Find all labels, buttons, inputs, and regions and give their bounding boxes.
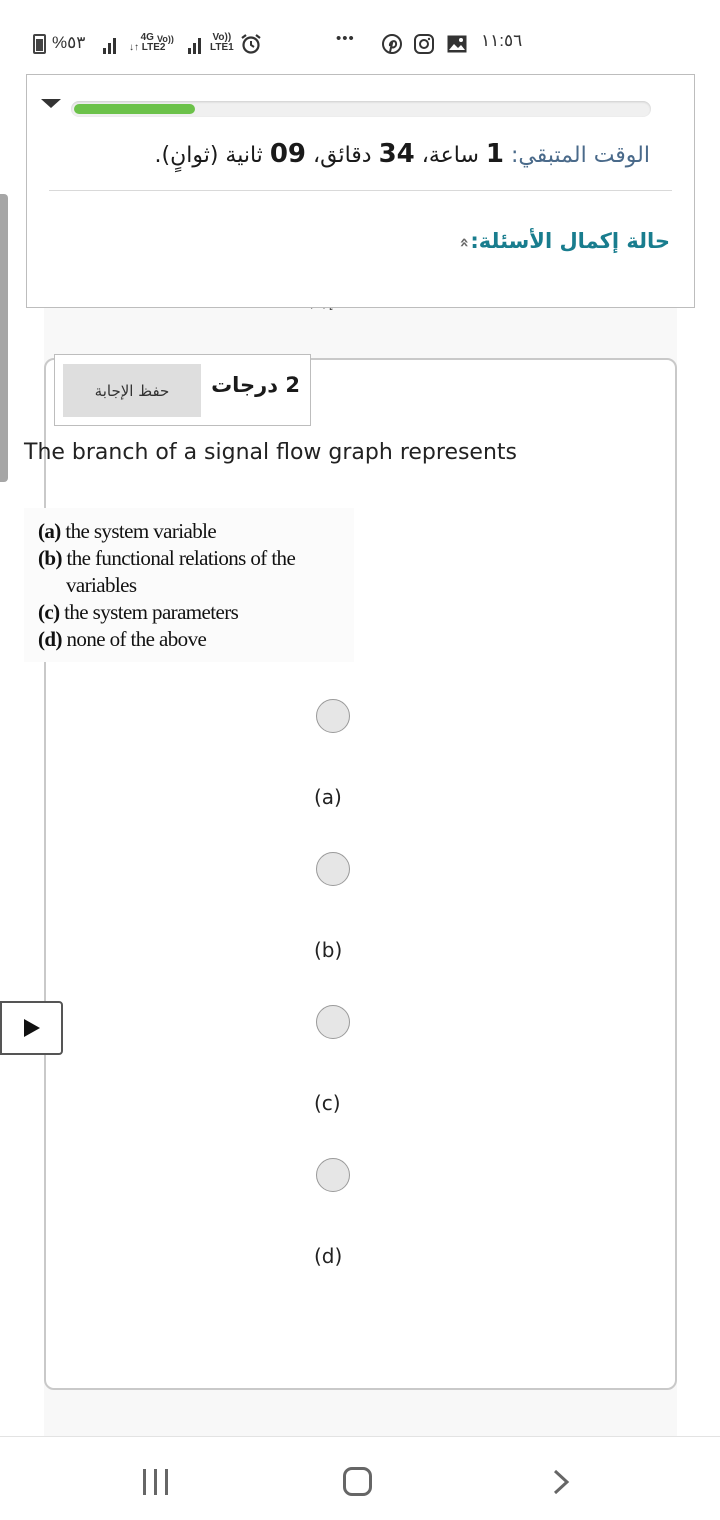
chevron-down-icon: »	[455, 237, 475, 248]
volte-label: Vo))	[157, 34, 174, 44]
option-a-radio[interactable]	[316, 699, 350, 733]
image-line-b-cont: variables	[66, 573, 137, 597]
question-status-link[interactable]	[454, 229, 670, 253]
time-remaining-label: الوقت المتبقي:	[504, 143, 650, 168]
back-icon[interactable]	[548, 1469, 574, 1495]
question-text: The branch of a signal flow graph represents	[24, 440, 518, 465]
question-marks: 2 درجات	[211, 373, 300, 397]
battery-icon	[33, 34, 46, 54]
home-icon[interactable]	[343, 1467, 372, 1496]
play-icon[interactable]	[0, 1001, 63, 1055]
network-lte2-label: ↓↑ LTE2	[129, 42, 166, 53]
minutes-value: 34	[378, 139, 415, 169]
seconds-value: 09	[269, 139, 306, 169]
network-lte1	[210, 33, 234, 53]
image-line-b: (b) the functional relations of the	[38, 546, 296, 570]
image-line-c: (c) the system parameters	[38, 600, 239, 624]
overflow-icon: •••	[336, 30, 355, 47]
network-4g-label: 4G	[140, 32, 154, 43]
progress-bar-fill	[74, 104, 195, 114]
time-remaining	[155, 139, 650, 169]
hours-unit: ساعة،	[414, 143, 486, 168]
volte2-label: Vo))	[212, 32, 232, 43]
collapse-arrow-icon[interactable]	[41, 99, 61, 108]
divider	[49, 190, 672, 191]
timer-panel	[26, 74, 695, 308]
option-b-radio[interactable]	[316, 852, 350, 886]
question-info-box	[54, 354, 311, 426]
navigation-bar	[0, 1436, 720, 1520]
option-b-label[interactable]: (b)	[314, 938, 343, 962]
status-bar	[0, 0, 720, 72]
edge-panel-handle[interactable]	[0, 194, 8, 482]
instagram-icon	[413, 33, 435, 55]
progress-bar	[71, 101, 651, 117]
battery-percent: %٥٣	[52, 33, 86, 52]
alarm-icon	[240, 33, 262, 55]
status-link-label: حالة إكمال الأسئلة:	[470, 229, 670, 253]
option-c-radio[interactable]	[316, 1005, 350, 1039]
option-c-label[interactable]: (c)	[314, 1091, 341, 1115]
minutes-unit: دقائق،	[306, 143, 379, 168]
image-line-a: (a) the system variable	[38, 519, 217, 543]
signal-icon	[188, 36, 201, 54]
recents-icon[interactable]	[143, 1469, 171, 1495]
question-image	[24, 508, 354, 662]
pinterest-icon	[381, 33, 403, 55]
option-d-label[interactable]: (d)	[314, 1244, 343, 1268]
gallery-icon	[446, 33, 468, 55]
option-a-label[interactable]: (a)	[314, 785, 342, 809]
seconds-unit: ثانية (ثوانٍ).	[154, 143, 270, 168]
image-line-d: (d) none of the above	[38, 627, 207, 651]
clock: ١١:٥٦	[481, 31, 523, 50]
hours-value: 1	[485, 139, 505, 169]
network-lte1-label: LTE1	[210, 42, 234, 53]
option-d-radio[interactable]	[316, 1158, 350, 1192]
save-answer-button[interactable]: حفظ الإجابة	[63, 364, 201, 417]
signal-icon	[103, 36, 116, 54]
